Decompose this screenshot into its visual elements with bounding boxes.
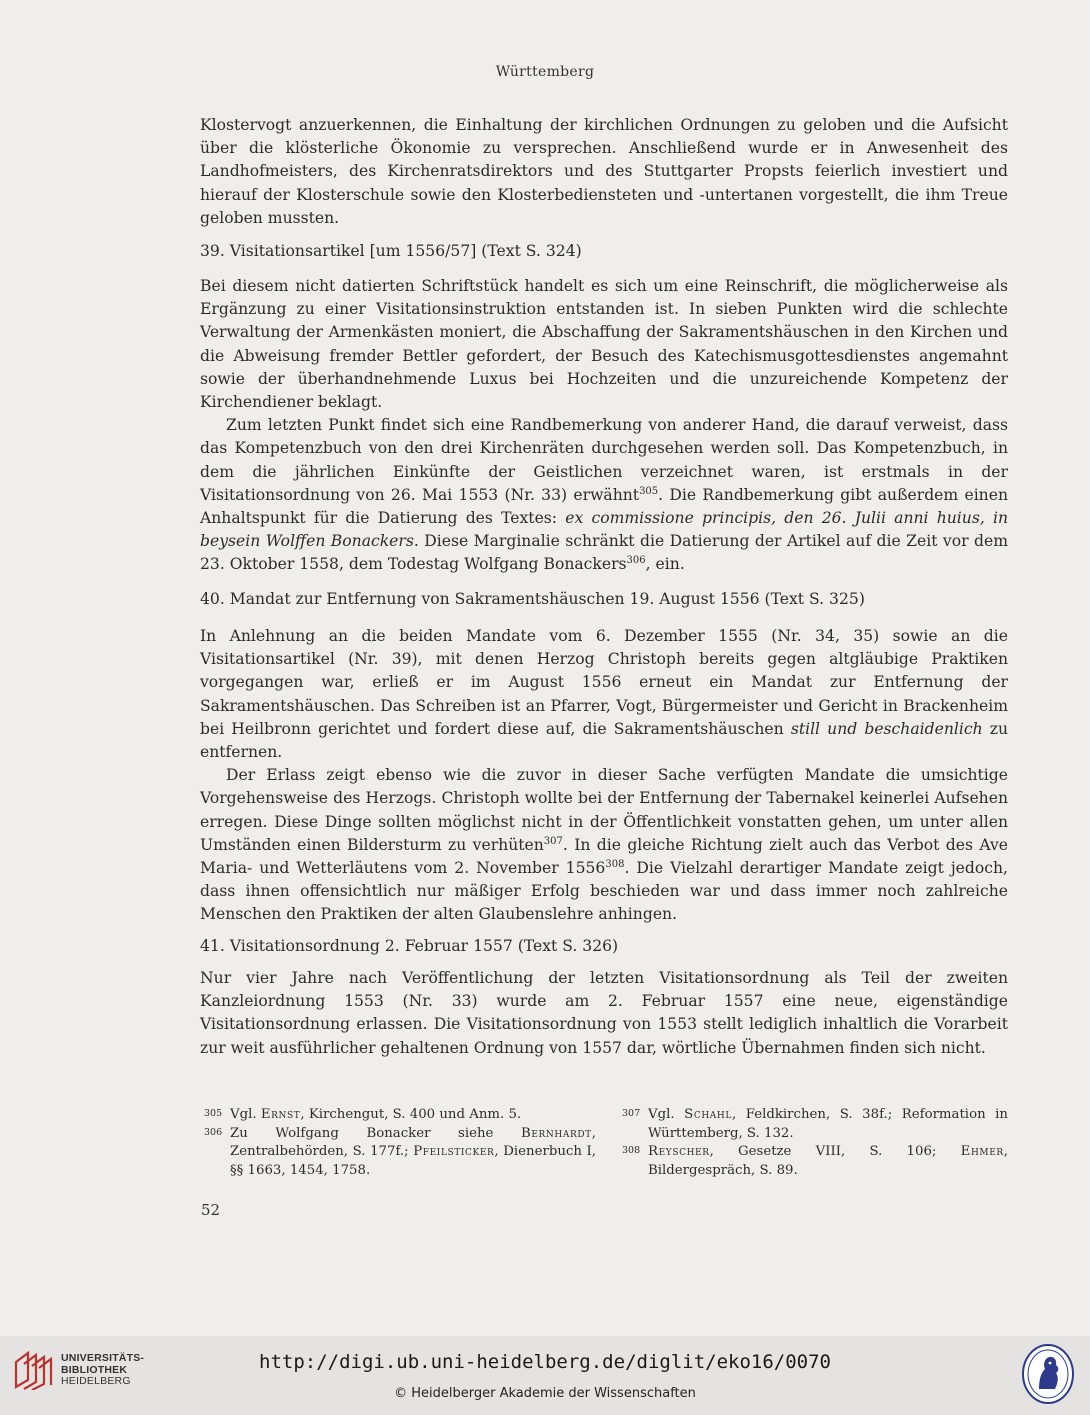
text-run: , Gesetze VIII, S. 106; <box>709 1144 961 1159</box>
section-41-paragraph-1: Nur vier Jahre nach Veröffentlichung der letzten Visitationsordnung als Teil der zweiten Kanzleiordnung 1553 (Nr. 33) wurde am 2. Februar 1557 eine neue, eigenständige Visitationsordnung erlassen. Die Visitationsordnung von 1553 stellt lediglich inhaltlich die Vorarbeit zur weit ausführlicher gehaltenen Ordnung von 1557 dar, wörtliche Übernahmen finden sich nicht. <box>200 969 1008 1057</box>
text-run: , ein. <box>645 555 685 574</box>
footnote-number: 308 <box>622 1145 641 1156</box>
text-run: . Diese Marginalie schränkt die Datierung der Artikel auf die Zeit vor dem 23. Oktober 1558, dem Todestag Wolfgang Bonackers <box>200 532 1008 574</box>
paragraph-intro <box>200 114 1008 230</box>
running-header: Württemberg <box>495 64 595 80</box>
text-run: Vgl. <box>230 1107 261 1122</box>
footnotes-right-column <box>618 1106 1008 1180</box>
section-40-heading: 40. Mandat zur Entfernung von Sakramentshäuschen 19. August 1556 (Text S. 325) <box>200 590 865 608</box>
section-39-heading: 39. Visitationsartikel [um 1556/57] (Text S. 324) <box>200 242 582 260</box>
quoted-latin-text: ex commissione principis, den 26. Julii anni huius, in beysein Wolffen Bonackers <box>200 509 1008 551</box>
library-name-line: UNIVERSITÄTS- <box>61 1352 145 1364</box>
text-run: , Zentralbehörden, S. 177f.; <box>230 1125 596 1159</box>
page-number: 52 <box>201 1201 221 1219</box>
section-39-paragraph-2 <box>200 414 1008 576</box>
section-41-heading: 41. Visitationsordnung 2. Februar 1557 (Text S. 326) <box>200 937 619 955</box>
text-run: , Kirchengut, S. 400 und Anm. 5. <box>300 1107 522 1122</box>
library-name-line: HEIDELBERG <box>61 1375 131 1387</box>
paragraph-text: Klostervogt anzuerkennen, die Einhaltung der kirchlichen Ordnungen zu geloben und die Aufsicht über die klösterliche Ökonomie zu versprechen. Anschließend wurde er in Anwesenheit des Landhofmeisters, des Kirchenratsdirektors und des Stuttgarter Propsts feierlich investiert und hierauf der Klosterschule sowie den Klosterbediensteten und -untertanen vorgestellt, die ihm Treue geloben mussten. <box>200 116 1008 227</box>
text-run: . In die gleiche Richtung zielt auch das Verbot des Ave Maria- und Wetterläutens vom 2. November 1556 <box>200 835 1008 878</box>
section-40-body <box>200 625 1008 927</box>
text-run: . Die Vielzahl derartiger Mandate zeigt jedoch, dass ihnen offensichtlich nur mäßiger Erfolg beschieden war und dass immer noch zahlreiche Menschen den Praktiken der alten Glaubenslehre anhingen. <box>200 859 1008 924</box>
text-run: Zum letzten Punkt findet sich eine Randbemerkung von anderer Hand, die darauf verweist, dass das Kompetenzbuch von den drei Kirchenräten durchgesehen werden soll. Das Kompetenzbuch, in dem die jährlichen Einkünfte der Geistlichen verzeichnet waren, ist erstmals in der Visitationsordnung von 26. Mai 1553 (Nr. 33) erwähnt <box>200 416 1008 504</box>
viewer-footer <box>0 1336 1090 1415</box>
text-run: , Feldkirchen, S. 38f.; Reformation in Württemberg, S. 132. <box>648 1107 1008 1141</box>
section-40-paragraph-1 <box>200 625 1008 764</box>
footnote-305 <box>200 1106 596 1125</box>
section-39-body <box>200 275 1008 577</box>
permalink-url[interactable]: http://digi.ub.uni-heidelberg.de/diglit/eko16/0070 <box>259 1351 831 1373</box>
academy-seal-icon[interactable] <box>1021 1343 1075 1405</box>
text-run: . Die Randbemerkung gibt außerdem einen Anhaltspunkt für die Datierung des Textes: <box>200 485 1008 528</box>
quoted-text: still und beschaidenlich <box>790 719 983 738</box>
text-run: Der Erlass zeigt ebenso wie die zuvor in dieser Sache verfügten Mandate die umsichtige Vorgehensweise des Herzogs. Christoph wollte bei der Entfernung der Tabernakel keinerlei Aufsehen erregen. Diese Dinge sollten möglichst nicht in der Öffentlichkeit vonstatten gehen, um unter allen Umständen einen Bildersturm zu verhüten <box>200 766 1008 854</box>
footnote-number: 306 <box>204 1126 223 1138</box>
footnotes-left-column <box>200 1106 596 1180</box>
author-name: Ernst <box>260 1107 301 1122</box>
text-run: In Anlehnung an die beiden Mandate vom 6. Dezember 1555 (Nr. 34, 35) sowie an die Visitationsartikel (Nr. 39), mit denen Herzog Christoph bereits gegen altgläubige Praktiken vorgegangen war, erließ er im August 1556 erneut ein Mandat zur Entfernung der Sakramentshäuschen. Das Schreiben ist an Pfarrer, Vogt, Bürgermeister und Gericht in Brackenheim bei Heilbronn gerichtet und fordert diese auf, die Sakramentshäuschen <box>200 627 1008 738</box>
text-run: , Dienerbuch I, §§ 1663, 1454, 1758. <box>230 1144 596 1178</box>
footnote-number: 305 <box>204 1108 223 1119</box>
text-run: zu entfernen. <box>200 719 1008 762</box>
footnote-307 <box>618 1106 1008 1143</box>
footnote-ref-308[interactable]: 308 <box>605 858 625 870</box>
author-name: Bernhardt <box>521 1125 592 1141</box>
author-name: Schahl <box>684 1107 732 1122</box>
author-name: Reyscher <box>648 1144 710 1159</box>
footnote-number: 307 <box>622 1108 641 1119</box>
author-name: Pfeilsticker <box>413 1144 495 1159</box>
text-run: Zu Wolfgang Bonacker siehe <box>230 1125 522 1141</box>
text-run: Vgl. <box>648 1107 685 1122</box>
section-40-paragraph-2 <box>200 764 1008 926</box>
footnote-308 <box>618 1143 1008 1180</box>
text-run: , Bildergespräch, S. 89. <box>648 1144 1008 1178</box>
section-39-paragraph-1: Bei diesem nicht datierten Schriftstück handelt es sich um eine Reinschrift, die möglicherweise als Ergänzung zu einer Visitationsinstruktion entstanden ist. In sieben Punkten wird die schlechte Verwaltung der Armenkästen moniert, die Abschaffung der Sakramentshäuschen in den Kirchen und die Abweisung fremder Bettler gefordert, der Besuch des Katechismusgottesdienstes angemahnt sowie der überhandnehmende Luxus bei Hochzeiten und die unzureichende Kompetenz der Kirchendiener beklagt. <box>200 277 1008 412</box>
footnote-ref-307[interactable]: 307 <box>543 835 563 847</box>
section-41-body <box>200 967 1008 1060</box>
footnote-306 <box>200 1125 596 1181</box>
footnote-ref-305[interactable]: 305 <box>639 485 659 497</box>
library-name-line: BIBLIOTHEK <box>61 1363 128 1376</box>
copyright-notice: © Heidelberger Akademie der Wissenschaften <box>394 1386 696 1401</box>
footnote-ref-306[interactable]: 306 <box>626 555 646 567</box>
author-name: Ehmer <box>960 1144 1004 1159</box>
